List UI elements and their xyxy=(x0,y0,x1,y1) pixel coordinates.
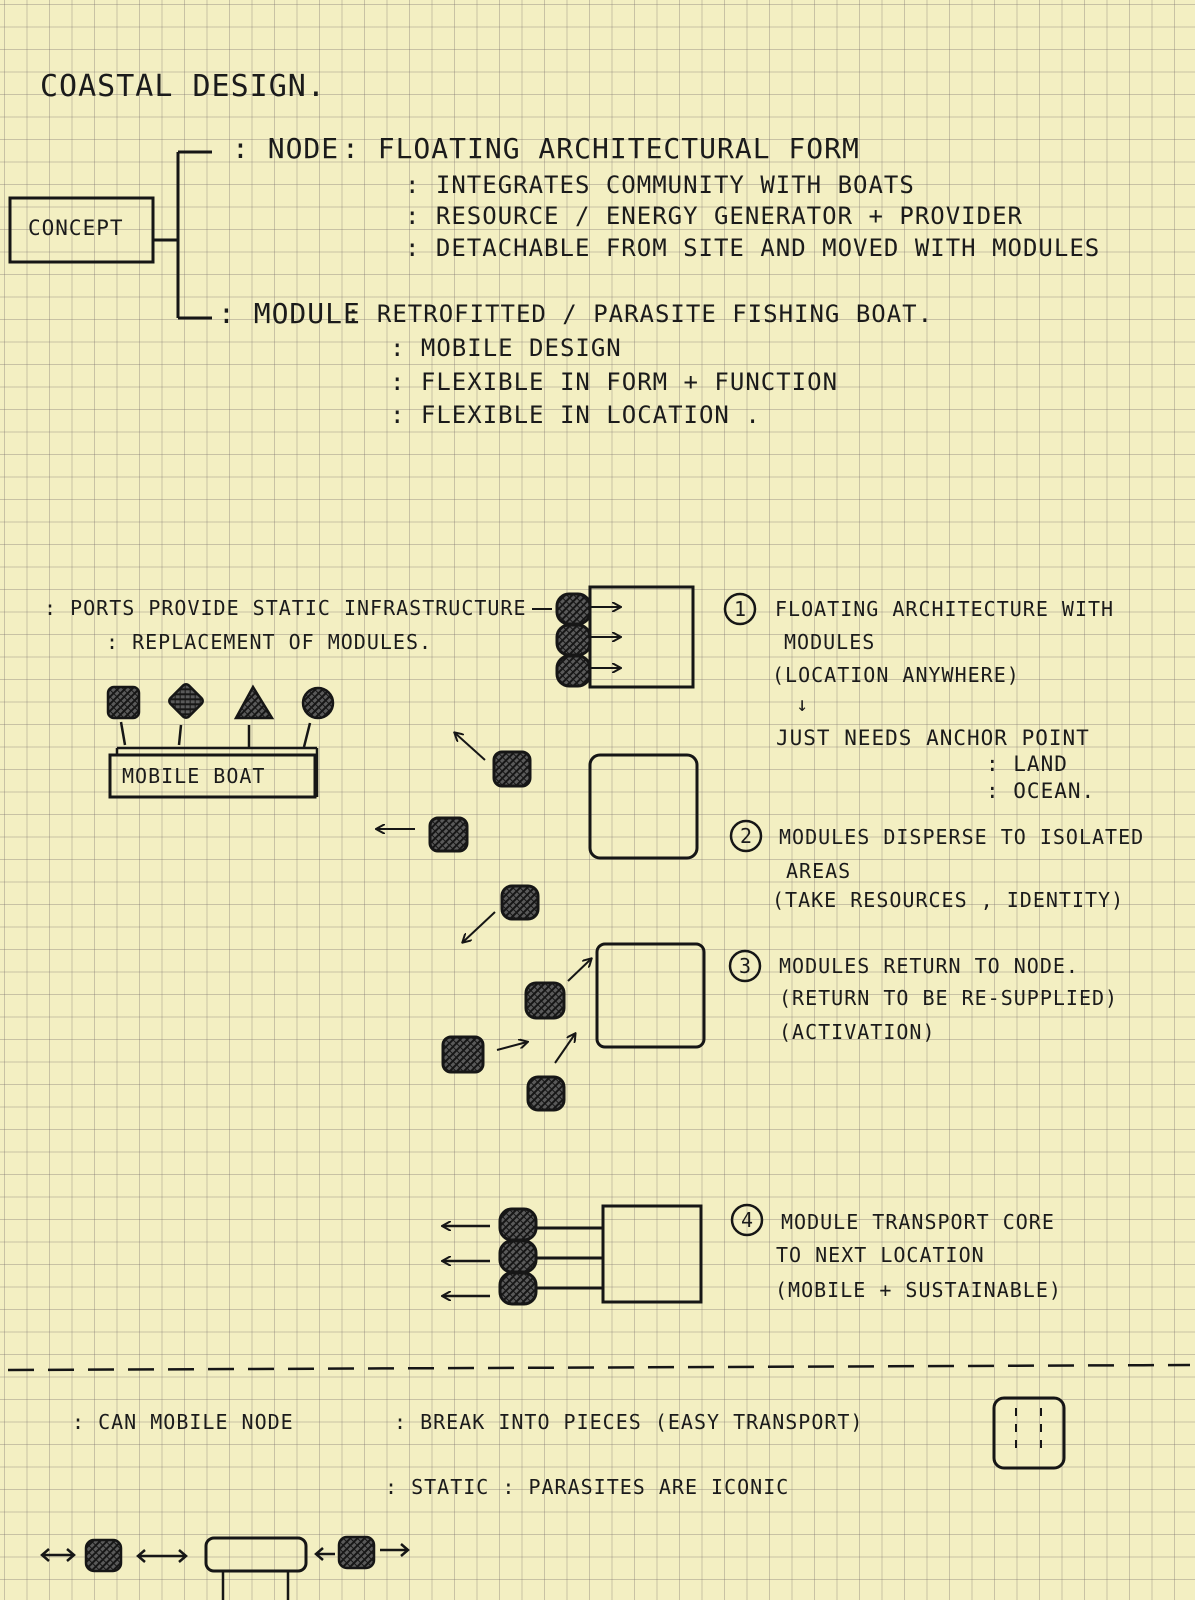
step-text: (MOBILE + SUSTAINABLE) xyxy=(775,1278,1062,1302)
page-title: COASTAL DESIGN. xyxy=(40,69,326,104)
node-label: : NODE xyxy=(232,132,340,165)
module-text: : RETROFITTED / PARASITE FISHING BOAT. xyxy=(346,300,934,328)
step1-node xyxy=(532,587,693,687)
break-pieces-text: : BREAK INTO PIECES (EASY TRANSPORT) xyxy=(394,1410,864,1434)
step-text: MODULES xyxy=(784,630,876,654)
node-point: : INTEGRATES COMMUNITY WITH BOATS xyxy=(405,171,915,199)
ports-text: : REPLACEMENT OF MODULES. xyxy=(106,630,433,654)
can-mobile-node-text: : CAN MOBILE NODE xyxy=(72,1410,294,1434)
step-text: AREAS xyxy=(786,859,852,883)
module-point: : FLEXIBLE IN LOCATION . xyxy=(390,401,761,429)
pieces-icon xyxy=(994,1398,1064,1468)
step-text: TO NEXT LOCATION xyxy=(776,1243,985,1267)
parasites-row xyxy=(42,1537,408,1600)
step-text: (RETURN TO BE RE-SUPPLIED) xyxy=(779,986,1119,1010)
step-number: 4 xyxy=(741,1208,755,1232)
node-point: : DETACHABLE FROM SITE AND MOVED WITH MODULES xyxy=(405,234,1101,262)
step3-return xyxy=(443,944,704,1110)
step-text: MODULES RETURN TO NODE. xyxy=(779,954,1079,978)
ports-text: : PORTS PROVIDE STATIC INFRASTRUCTURE xyxy=(44,596,527,620)
step-number: 2 xyxy=(740,824,754,848)
module-point: : FLEXIBLE IN FORM + FUNCTION xyxy=(390,368,839,396)
anchor-option: : LAND xyxy=(986,752,1068,776)
step-text: (LOCATION ANYWHERE) xyxy=(772,663,1020,687)
step-text: FLOATING ARCHITECTURE WITH xyxy=(775,597,1115,621)
dashed-separator xyxy=(8,1365,1190,1370)
mobile-boat-label: MOBILE BOAT xyxy=(122,764,266,788)
step-text: (ACTIVATION) xyxy=(779,1020,936,1044)
step-text: MODULES DISPERSE TO ISOLATED xyxy=(779,825,1145,849)
node-text: : FLOATING ARCHITECTURAL FORM xyxy=(342,132,860,165)
step-number: 1 xyxy=(734,597,748,621)
module-point: : MOBILE DESIGN xyxy=(390,334,622,362)
anchor-option: : OCEAN. xyxy=(986,779,1096,803)
step-number: 3 xyxy=(739,954,753,978)
node-point: : RESOURCE / ENERGY GENERATOR + PROVIDER xyxy=(405,202,1023,230)
step2-disperse xyxy=(377,733,697,942)
module-label: : MODULE xyxy=(218,297,361,330)
step4-transport xyxy=(443,1206,701,1304)
step-text: (TAKE RESOURCES , IDENTITY) xyxy=(772,888,1125,912)
anchor-text: JUST NEEDS ANCHOR POINT xyxy=(776,726,1090,750)
concept-box-label: CONCEPT xyxy=(28,216,124,240)
static-parasites-text: : STATIC : PARASITES ARE ICONIC xyxy=(385,1475,790,1499)
down-arrow: ↓ xyxy=(796,692,810,716)
step-number-circles xyxy=(725,594,762,1235)
step-text: MODULE TRANSPORT CORE xyxy=(781,1210,1055,1234)
